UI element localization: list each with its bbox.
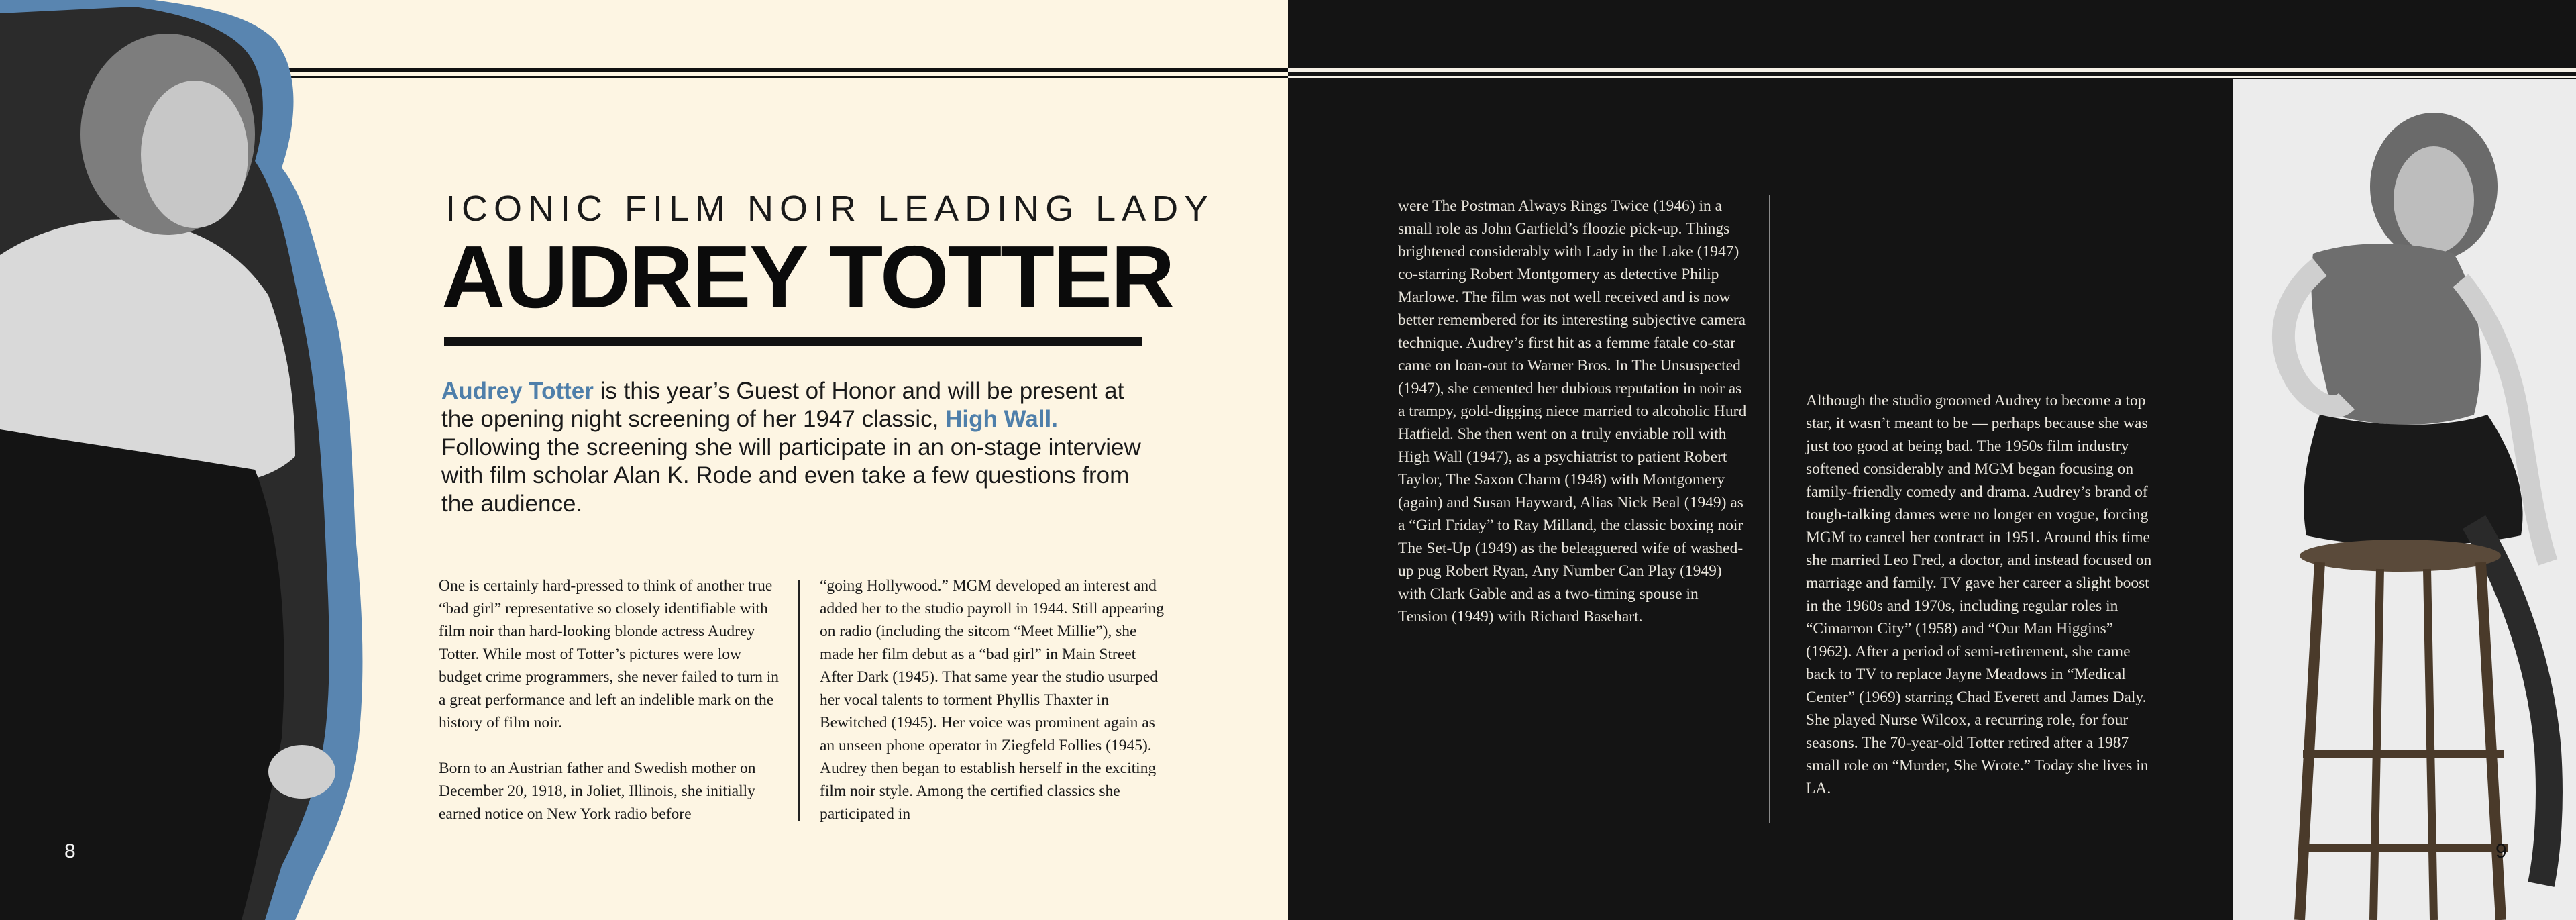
page-title: AUDREY TOTTER	[441, 227, 1174, 326]
body-paragraph: were The Postman Always Rings Twice (1946) in a small role as John Garfield’s floozie pick-up. Things brightened considerably with Lady in the Lake (1947) co-starring Robert Montgomery as detective Philip Marlowe. The film was not well received and is now better remembered for its interesting subjective camera technique. Audrey’s first hit as a femme fatale co-star came on loan-out to Warner Bros. In The Unsuspected (1947), she cemented her dubious reputation in noir as a trampy, gold-digging niece married to alcoholic Hurd Hatfield. She then went on a truly enviable roll with High Wall (1947), as a psychiatrist to patient Robert Taylor, The Saxon Charm (1948) with Montgomery (again) and Susan Hayward, Alias Nick Beal (1949) as a “Girl Friday” to Ray Milland, the classic boxing noir The Set-Up (1949) as the beleaguered wife of washed-up pug Robert Ryan, Any Number Can Play (1949) with Clark Gable and as a two-timing spouse in Tension (1949) with Richard Basehart.	[1398, 197, 1747, 625]
body-column-2	[820, 574, 1169, 848]
intro-text-1: is this year’s Guest of Honor and will be present at the opening night screening of her 1947 classic,	[441, 378, 1124, 432]
intro-text-2: Following the screening she will participate in an on-stage interview with film scholar Alan K. Rode and even take a few questions from the audience.	[441, 434, 1141, 517]
body-paragraph: “going Hollywood.” MGM developed an interest and added her to the studio payroll in 1944. Still appearing on radio (including the sitcom “Meet Millie”), she made her film debut as a “bad girl” in Main Street After Dark (1945). That same year the studio usurped her vocal talents to torment Phyllis Thaxter in Bewitched (1945). Her voice was prominent again as an unseen phone operator in Ziegfeld Follies (1945). Audrey then began to establish herself in the exciting film noir style. Among the certified classics she participated in	[820, 577, 1164, 823]
body-paragraph: One is certainly hard-pressed to think of another true “bad girl” representative so closely identifiable with film noir than hard-looking blonde actress Audrey Totter. While most of Totter’s pictures were low budget crime programmers, she never failed to turn in a great performance and left an indelible mark on the history of film noir.	[439, 577, 780, 731]
intro-paragraph	[441, 377, 1146, 518]
body-column-1	[439, 574, 785, 848]
intro-name-highlight: Audrey Totter	[441, 378, 594, 404]
page-number-left: 8	[64, 840, 76, 862]
portrait-photo-left	[0, 0, 376, 920]
body-column-4	[1806, 389, 2160, 823]
body-paragraph: Although the studio groomed Audrey to become a top star, it wasn’t meant to be — perhaps because she was just too good at being bad. The 1950s film industry softened considerably and MGM began focusing on family-friendly comedy and drama. Audrey’s brand of tough-talking dames were no longer en vogue, forcing MGM to cancel her contract in 1951. Around this time she married Leo Fred, a doctor, and instead focused on marriage and family. TV gave her career a slight boost in the 1960s and 1970s, including regular roles in “Cimarron City” (1958) and “Our Man Higgins” (1962). After a period of semi-retirement, she came back to TV to replace Jayne Meadows in “Medical Center” (1969) starring Chad Everett and James Daly. She played Nurse Wilcox, a recurring role, for four seasons. The 70-year-old Totter retired after a 1987 small role on “Murder, She Wrote.” Today she lives in LA.	[1806, 392, 2152, 797]
title-underline	[444, 337, 1142, 346]
portrait-photo-right	[2233, 79, 2576, 920]
column-divider-left	[798, 580, 800, 821]
eyebrow-subtitle: ICONIC FILM NOIR LEADING LADY	[445, 189, 1215, 229]
top-rule-right	[1288, 68, 2576, 72]
body-paragraph: Born to an Austrian father and Swedish mother on December 20, 1918, in Joliet, Illinois, she initially earned notice on New York radio before	[439, 760, 756, 823]
column-divider-right	[1769, 195, 1770, 823]
top-rule-right-thin	[1288, 76, 2576, 78]
body-column-3	[1398, 195, 1747, 651]
page-number-right: 9	[2496, 840, 2507, 862]
intro-film-highlight: High Wall.	[945, 406, 1058, 432]
